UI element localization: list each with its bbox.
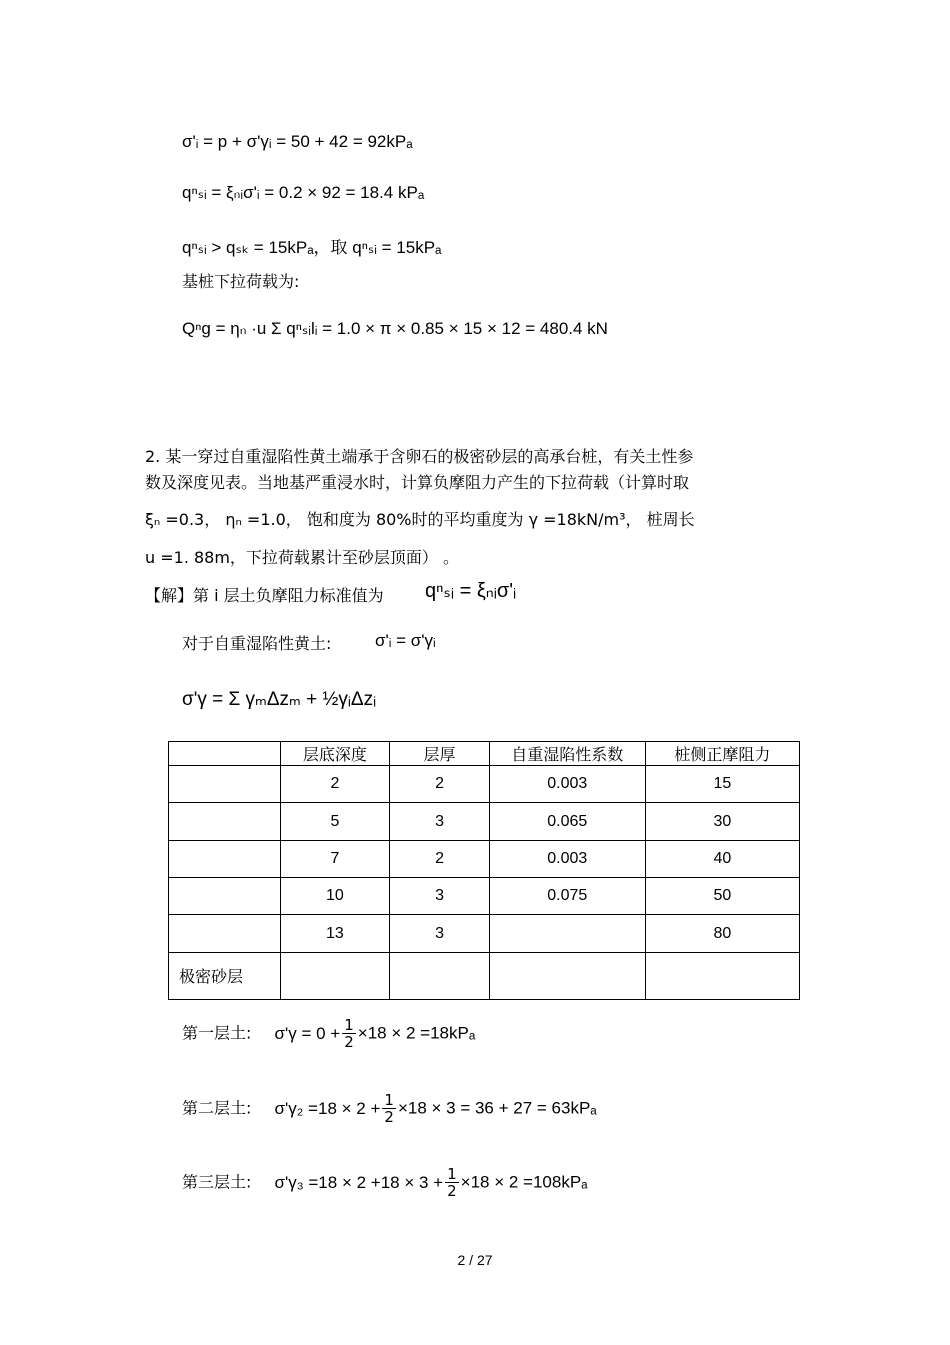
layer-label: 第二层土: (182, 1098, 252, 1118)
fraction-one-half: $\frac{1}{2}$ (384, 1091, 394, 1126)
layer-equation-pre: σ'γ₃ =18 × 2 +18 × 3 + (274, 1172, 444, 1192)
table-header: 层厚 (390, 742, 490, 766)
table-header: 桩侧正摩阻力 (645, 742, 799, 766)
problem-line-3: ξₙ =0.3， ηₙ =1.0， 饱和度为 80%时的平均重度为 γ =18kN/m³， 桩周长 (145, 510, 695, 529)
layer-label: 第一层土: (182, 1023, 252, 1043)
table-cell (280, 952, 390, 999)
layer-1-calculation (182, 1018, 475, 1050)
table-cell: 80 (645, 915, 799, 952)
downdrag-label: 基桩下拉荷载为: (182, 272, 300, 291)
table-cell: 3 (390, 803, 490, 840)
table-cell (645, 952, 799, 999)
layer-equation-post: ×18 × 3 = 36 + 27 = 63kPₐ (397, 1098, 597, 1118)
table-cell: 0.003 (489, 766, 645, 803)
fraction-one-half: $\frac{1}{2}$ (447, 1165, 457, 1200)
table-cell: 7 (280, 840, 390, 877)
table-cell: 2 (280, 766, 390, 803)
layer-equation-post: ×18 × 2 =108kPₐ (460, 1172, 588, 1192)
table-cell: 2 (390, 766, 490, 803)
table-cell: 0.065 (489, 803, 645, 840)
table-cell: 40 (645, 840, 799, 877)
layer-equation-pre: σ'γ₂ =18 × 2 + (274, 1098, 381, 1118)
table-header-row (169, 742, 800, 766)
table-cell: 2 (390, 840, 490, 877)
problem-line-1: 2. 某一穿过自重湿陷性黄土端承于含卵石的极密砂层的高承台桩，有关土性参 (145, 447, 694, 466)
table-cell: 10 (280, 878, 390, 915)
fraction-one-half: $\frac{1}{2}$ (344, 1016, 354, 1051)
table-row (169, 803, 800, 840)
table-cell: 极密砂层 (169, 952, 281, 999)
table-cell (169, 915, 281, 952)
loess-equation: σ'ᵢ = σ'γᵢ (375, 631, 436, 650)
layer-equation-post: ×18 × 2 =18kPₐ (357, 1023, 476, 1043)
table-row (169, 766, 800, 803)
problem-line-4: u =1. 88m，下拉荷载累计至砂层顶面） 。 (145, 548, 460, 567)
table-cell (169, 840, 281, 877)
table-row (169, 840, 800, 877)
table-cell: 5 (280, 803, 390, 840)
table-cell (169, 878, 281, 915)
table-cell: 0.075 (489, 878, 645, 915)
table-cell: 50 (645, 878, 799, 915)
layer-2-calculation (182, 1093, 597, 1125)
page-number: 2 / 27 (457, 1252, 493, 1268)
solution-intro: 【解】第 i 层土负摩阻力标准值为 (145, 586, 384, 605)
table-cell (390, 952, 490, 999)
sigma-gamma-formula: σ'γ = Σ γₘΔzₘ + ½γᵢΔzᵢ (182, 689, 377, 710)
table-header: 自重湿陷性系数 (489, 742, 645, 766)
solution-intro-equation: qⁿₛᵢ = ξₙᵢσ'ᵢ (425, 580, 517, 602)
table-cell: 13 (280, 915, 390, 952)
layer-equation-pre: σ'γ = 0 + (274, 1023, 341, 1043)
table-cell: 3 (390, 878, 490, 915)
table-cell (489, 915, 645, 952)
loess-label: 对于自重湿陷性黄土: (182, 634, 332, 653)
table-row (169, 915, 800, 952)
equation-q-si: qⁿₛᵢ = ξₙᵢσ'ᵢ = 0.2 × 92 = 18.4 kPₐ (182, 183, 425, 202)
table-cell: 30 (645, 803, 799, 840)
table-cell: 15 (645, 766, 799, 803)
equation-downdrag-load: Qⁿg = ηₙ ·u Σ qⁿₛᵢlᵢ = 1.0 × π × 0.85 × 15 × 12 = 480.4 kN (182, 319, 608, 338)
table-header (169, 742, 281, 766)
problem-line-2: 数及深度见表。当地基严重浸水时，计算负摩阻力产生的下拉荷载（计算时取 (145, 473, 690, 492)
table-cell: 0.003 (489, 840, 645, 877)
equation-sigma-i: σ'ᵢ = p + σ'γᵢ = 50 + 42 = 92kPₐ (182, 132, 413, 151)
soil-parameter-table (168, 741, 800, 1000)
table-cell (169, 766, 281, 803)
table-row (169, 952, 800, 999)
equation-q-si-compare: qⁿₛᵢ > qₛₖ = 15kPₐ，取 qⁿₛᵢ = 15kPₐ (182, 238, 442, 257)
layer-3-calculation (182, 1167, 588, 1199)
table-header: 层底深度 (280, 742, 390, 766)
table-cell (489, 952, 645, 999)
layer-label: 第三层土: (182, 1172, 252, 1192)
table-cell (169, 803, 281, 840)
table-cell: 3 (390, 915, 490, 952)
table-row (169, 878, 800, 915)
